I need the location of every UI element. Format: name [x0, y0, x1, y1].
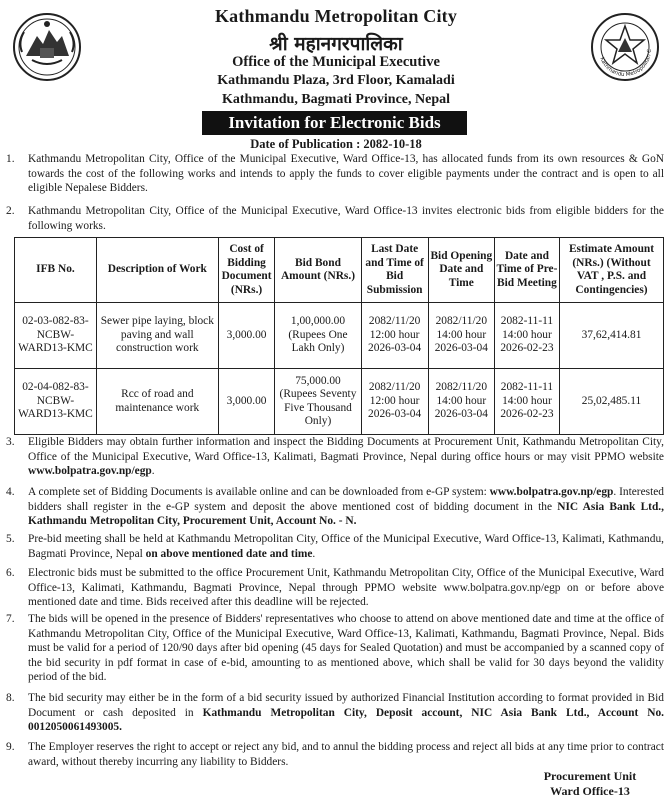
- cell-bond: 75,000.00 (Rupees Seventy Five Thousand Only): [275, 369, 361, 435]
- table-header-row: [15, 238, 664, 303]
- paragraph-text: The Employer reserves the right to accept or reject any bid, and to annul the bidding process and reject all bids at any time prior to contract award, without thereby incurring any liability to Bidders.: [28, 741, 664, 768]
- egp-link[interactable]: www.bolpatra.gov.np/egp: [489, 486, 614, 498]
- paragraph-text: Kathmandu Metropolitan City, Office of the Municipal Executive, Ward Office-13, has allocated funds from its own resources & GoN towards the cost of the following works and intends to apply the funds to cover eligible payments under the contract and is open to all eligible Nepalese Bidders.: [28, 153, 664, 194]
- paragraph-end: .: [312, 547, 316, 560]
- footer-unit: Procurement Unit: [543, 769, 637, 783]
- paragraph-number: 7.: [6, 613, 15, 625]
- paragraph-number: 1.: [6, 153, 15, 165]
- cell-cost: 3,000.00: [218, 303, 275, 369]
- cell-estimate: 37,62,414.81: [560, 303, 664, 369]
- paragraph-text: . Interested bidders shall register in the e-GP system and deposit the above mentioned cost of bidding document in the: [28, 486, 664, 513]
- paragraph-5: [6, 532, 664, 561]
- cell-prebid: 2082-11-11 14:00 hour 2026-02-23: [494, 303, 559, 369]
- cell-ifb: 02-03-082-83-NCBW-WARD13-KMC: [15, 303, 97, 369]
- paragraph-text: The bid security may either be in the form of a bid security issued by authorized Financial Institution according to format provided in Bid Document or cash deposited in: [28, 692, 664, 719]
- bank-account: NIC Asia Bank Ltd., Kathmandu Metropolitan City, Procurement Unit, Account No. - N.: [28, 500, 664, 527]
- header-estimate: Estimate Amount (NRs.) (Without VAT , P.S. and Contingencies): [560, 238, 664, 303]
- paragraph-number: 3.: [6, 436, 15, 448]
- paragraph-6: [6, 566, 664, 610]
- paragraph-text: Eligible Bidders may obtain further information and inspect the Bidding Documents at Procurement Unit, Kathmandu Metropolitan City, Office of the Municipal Executive, Ward Office-13, Kalimati, Bagmati Province, Nepal during office hours or may visit PPMO website: [28, 436, 664, 463]
- paragraph-4: [6, 485, 664, 529]
- address-line1: Kathmandu Plaza, 3rd Floor, Kamaladi: [217, 73, 455, 88]
- address-line2: Kathmandu, Bagmati Province, Nepal: [221, 92, 451, 107]
- header-cost: Cost of Bidding Document (NRs.): [218, 238, 275, 303]
- paragraph-7: [6, 612, 664, 685]
- header-prebid: Date and Time of Pre-Bid Meeting: [494, 238, 559, 303]
- page-title: Kathmandu Metropolitan City: [214, 6, 458, 26]
- header-description: Description of Work: [96, 238, 218, 303]
- table-row: [15, 369, 664, 435]
- paragraph-number: 6.: [6, 567, 15, 579]
- header-last-date: Last Date and Time of Bid Submission: [361, 238, 428, 303]
- paragraph-8: [6, 691, 664, 735]
- paragraph-text: Electronic bids must be submitted to the office Procurement Unit, Kathmandu Metropolitan City, Office of the Municipal Executive, Ward Office-13, Kalimati, Kathmandu, Bagmati Province, Nepal through PPMO website www.bolpatra.gov.np/egp on or before above mentioned date and time. Bids received after this deadline will be rejected.: [28, 567, 664, 608]
- meeting-note: on above mentioned date and time: [145, 547, 313, 560]
- cell-opening: 2082/11/20 14:00 hour 2026-03-04: [428, 303, 494, 369]
- paragraph-number: 4.: [6, 486, 15, 498]
- paragraph-text: Kathmandu Metropolitan City, Office of the Municipal Executive, Ward Office-13 invites electronic bids from eligible bidders for the following works.: [28, 205, 664, 232]
- table-row: [15, 303, 664, 369]
- paragraph-number: 9.: [6, 741, 15, 753]
- cell-last-date: 2082/11/20 12:00 hour 2026-03-04: [361, 303, 428, 369]
- cell-description: Rcc of road and maintenance work: [96, 369, 218, 435]
- notice-banner: Invitation for Electronic Bids: [202, 111, 467, 135]
- paragraph-1: [6, 152, 664, 196]
- bids-table: [14, 237, 664, 435]
- footer-office: Ward Office-13: [550, 784, 630, 798]
- ppmo-link[interactable]: www.bolpatra.gov.np/egp: [28, 465, 152, 477]
- header-bid-bond: Bid Bond Amount (NRs.): [275, 238, 361, 303]
- paragraph-9: [6, 740, 664, 769]
- paragraph-number: 8.: [6, 692, 15, 704]
- paragraph-end: .: [151, 465, 155, 477]
- paragraph-text: A complete set of Bidding Documents is available online and can be downloaded from e-GP system:: [28, 486, 490, 498]
- cell-cost: 3,000.00: [218, 369, 275, 435]
- cell-opening: 2082/11/20 14:00 hour 2026-03-04: [428, 369, 494, 435]
- deposit-account: Kathmandu Metropolitan City, Deposit account, NIC Asia Bank Ltd., Account No. 0012050061493005.: [28, 706, 664, 733]
- cell-last-date: 2082/11/20 12:00 hour 2026-03-04: [361, 369, 428, 435]
- publication-date: Date of Publication : 2082-10-18: [250, 137, 422, 151]
- header-ifb-no: IFB No.: [15, 238, 97, 303]
- paragraph-2: [6, 204, 664, 233]
- cell-prebid: 2082-11-11 14:00 hour 2026-02-23: [494, 369, 559, 435]
- cell-ifb: 02-04-082-83-NCBW-WARD13-KMC: [15, 369, 97, 435]
- svg-text:Kathmandu Metropolitan City: Kathmandu Metropolitan C: [598, 48, 654, 79]
- paragraph-number: 5.: [6, 533, 15, 545]
- paragraph-text: Pre-bid meeting shall be held at Kathmandu Metropolitan City, Office of the Municipal Executive, Ward Office-13, Kalimati, Kathmandu, Bagmati Province, Nepal: [28, 533, 664, 560]
- paragraph-text: The bids will be opened in the presence of Bidders' representatives who choose to attend on above mentioned date and time at the office of Kathmandu Metropolitan City, Office of the Municipal Executive, Ward Office-13, Kalimati, Kathmandu, Bagmati Province, Nepal. Bids must be valid for a period of 120/90 days after bid opening (45 days for Sealed Quotation) and must be accompanied by a scanned copy of the bid security in pdf format in case of e-bid, amounting to as mentioned above, which shall be valid for 30 days beyond the validity period of the bid.: [28, 613, 664, 683]
- cell-estimate: 25,02,485.11: [560, 369, 664, 435]
- cell-description: Sewer pipe laying, block paving and wall construction work: [96, 303, 218, 369]
- nepali-title: श्री महानगरपालिका: [269, 33, 403, 55]
- office-name: Office of the Municipal Executive: [232, 54, 440, 70]
- header-opening: Bid Opening Date and Time: [428, 238, 494, 303]
- paragraph-number: 2.: [6, 205, 15, 217]
- cell-bond: 1,00,000.00 (Rupees One Lakh Only): [275, 303, 361, 369]
- paragraph-3: [6, 435, 664, 479]
